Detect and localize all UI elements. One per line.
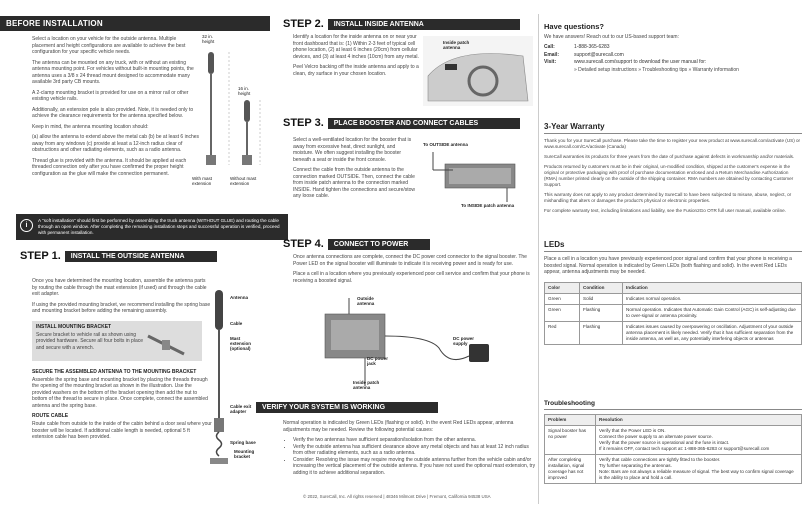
table-row [545,455,802,484]
step3-heading [283,117,520,129]
leds-cell: Solid [580,293,623,304]
step1-heading [20,250,217,262]
leds-cell: Indicates normal operation. [623,293,802,304]
step3-title: PLACE BOOSTER AND CONNECT CABLES [328,118,520,129]
step4-heading [283,238,430,250]
step4-title: CONNECT TO POWER [328,239,430,250]
step3-text [293,137,415,204]
label-outside-antenna: Outside antenna [357,296,375,306]
step2-number: STEP 2. [283,18,324,30]
warranty-p3: Products returned by customers must be in their original, un-modified condition, shipped at the customer's expense in the original or protective packaging with proof of purchase documentation enclosed and a Return Merchandise Authorization (RMA) number printed clearly on the outside of the shipping container. RMA numbers are obtained by contacting Customer Support. [544,164,794,187]
step3-p1: Select a well-ventilated location for the booster that is away from excessive heat, direct sunlight, and moisture. We often suggest installing the booster beneath a seat or inside the front console. [293,137,412,163]
step3-number: STEP 3. [283,117,324,129]
route-cable-text: Route cable from outside to the inside of the cabin behind a door seal where your booster will be located. If additional cable length is needed, optional 5 ft extension cable has been provided. [32,421,212,440]
label-mounting-bracket: Mounting bracket [234,449,255,459]
before-p5: Keep in mind, the antenna mounting location should: [32,123,149,130]
questions-title: Have questions? [544,22,605,31]
before-installation-text [32,36,200,181]
route-cable-title: ROUTE CABLE [32,413,69,419]
trouble-table-header [545,415,802,426]
antenna-height-illustration [196,50,266,175]
table-row [545,293,802,304]
step1-number: STEP 1. [20,250,61,262]
contact-visit [544,59,802,67]
column-left [0,0,280,513]
contact-email [544,52,802,60]
step1-title: INSTALL THE OUTSIDE ANTENNA [65,251,217,262]
footer-text: © 2022, SureCall, Inc. All rights reserved | 48346 Milmont Drive | Fremont, California 94538 USA [303,494,491,499]
trouble-cell: Verify that the Power LED is ON. Connect the power supply to an alternate power source. Verify that the power source is operational and the fuse is intact. If it remains OFF, contact tech support at: 1-888-365-6283 or support@surecall.com [596,426,802,455]
info-icon: i [20,219,33,232]
label-to-outside-antenna: To OUTSIDE antenna [423,142,468,147]
trouble-cell: Signal booster has no power [545,426,596,455]
column-divider [538,14,539,504]
before-p4: Additionally, an extension pole is also provided. Note, it is needed only to achieve the clearance requirements for the antenna specified below. [32,106,194,119]
step1-text [32,278,212,445]
bracket-icon [146,332,186,358]
troubleshooting-table [544,414,802,484]
leds-section [544,240,802,345]
warranty-p4: This warranty does not apply to any product determined by SureCall to have been subjected to misuse, abuse, neglect, or mishandling that alters or damages the product's physical or electronic properties. [544,192,792,203]
step1-p1: Once you have determined the mounting location, assemble the antenna parts by routing the cable through the mast extension (if used) and through the cable exit adapter. [32,278,207,297]
leds-th-indication: Indication [623,282,802,293]
table-row [545,321,802,344]
table-row [545,304,802,321]
power-connection-illustration [319,296,519,391]
leds-p1: Place a cell in a location you have previously experienced poor signal and confirm that your phone is receiving a boosted signal. Normal operation is indicated by Green LEDs (both flashing and solid). In the event Red LEDs appear, antenna adjustments may be needed. [544,256,792,275]
verify-bullet-1: • Verify the two antennas have sufficient separation/isolation from the other antenna. [293,437,538,444]
questions-sub: We have answers! Reach out to our US-based support team: [544,34,679,40]
leds-cell: Indicates issues caused by overpowering or oscillation. Adjustment of your outside antenna placement is likely needed. Verify that it has sufficient separation from the inside antenna, as well as, any potentially interfering objects or antennas [623,321,802,344]
warranty-section [544,122,802,218]
verify-p1: Normal operation is indicated by Green LEDs (flashing or solid). In the event Red LEDs appear, antenna adjustments may be needed. Review the following potential causes: [283,420,514,433]
questions-section [544,22,802,73]
soft-install-note [16,214,288,240]
email-value[interactable]: support@surecall.com [574,51,624,58]
step1-p2: If using the provided mounting bracket, we recommend installing the spring base and mounting bracket before adding the remaining assembly. [32,301,211,314]
before-installation-header: BEFORE INSTALLATION [0,16,270,31]
before-p7: Thread glue is provided with the antenna. It should be applied at each threaded connection only after you have confirmed the proper height configuration as the glue will make the connection permanent. [32,157,187,177]
call-key: Call: [544,44,555,50]
step2-p1: Identify a location for the inside antenna on or near your front dashboard that is: (1) Within 2-3 feet of typical cell phone location, (2) at least 6 inches (20cm) from cellular devices, and (3) at least 4 inches (10cm) from any metal. [293,34,419,60]
trouble-th-problem: Problem [545,415,596,426]
manual-links[interactable]: » Detailed setup instructions » Troubleshooting tips » Warranty information [574,66,739,73]
trouble-th-resolution: Resolution [596,415,802,426]
booster-cables-illustration [423,150,533,205]
label-cable-exit-adapter: Cable exit adapter [230,404,252,414]
warranty-p1: Thank you for your SureCall purchase. Please take the time to register your new product at www.surecall.com/activate (US) or www.surecall.com/CA/activate (Canada) [544,138,801,149]
label-cable: Cable [230,321,243,326]
label-to-inside-antenna: To INSIDE patch antenna [461,203,515,208]
leds-cell: Red [545,321,580,344]
label-inside-patch: Inside patch antenna [353,380,380,390]
step2-text [293,34,421,81]
column-middle [262,0,538,513]
verify-text [283,420,538,476]
label-mast-extension: Mast extension (optional) [230,336,252,351]
label-antenna: Antenna [230,295,248,300]
leds-cell: Normal operation. Indicates that Automatic Gain Control (AGC) is self-adjusting due to over-signal or antenna proximity. [623,304,802,321]
warranty-p2: SureCall warranties its products for three years from the date of purchase against defects in workmanship and/or materials. [544,154,795,159]
leds-cell: Flashing [580,321,623,344]
label-16in: 16 in. height [238,86,251,96]
table-row [545,426,802,455]
troubleshooting-title: Troubleshooting [544,400,802,410]
label-spring-base: Spring base [230,440,256,445]
warranty-p5: For complete warranty text, including limitations and liability, see the Fusion2Go OTR full user manual, available online. [544,208,786,213]
trouble-cell: Verify that cable connections are tightly fitted to the booster. Try further separating the antennas. Note: Bars are not always a reliable measure of signal. The best way to confirm signal coverage is the ability to place and hold a call. [596,455,802,484]
visit-key: Visit: [544,59,557,65]
step4-p1: Once antenna connections are complete, connect the DC power cord connector to the signal booster. The Power LED on the signal booster will illuminate to indicate it is receiving power and is ready for use. [293,254,527,267]
leds-cell: Flashing [580,304,623,321]
warranty-title: 3-Year Warranty [544,122,802,134]
leds-cell: Green [545,293,580,304]
column-right [544,0,804,513]
visit-value[interactable]: www.surecall.com/support to download the user manual for: [574,59,707,65]
mounting-bracket-text: Secure bracket to vehicle rail as shown using provided hardware. Secure all four bolts in place and secure with a wrench. [36,331,144,351]
label-dc-power-supply: DC power supply [453,336,475,346]
leds-table [544,282,802,345]
before-p1: Select a location on your vehicle for the outside antenna. Multiple placement and height configurations are available to achieve the best configuration for your specific vehicle needs. [32,36,186,55]
label-32in: 32 in. height [202,34,215,44]
verify-bullet-2: • Verify the outside antenna has sufficient clearance above any metal objects and has at least 12 inch radius from other radiating elements, such as a radio antenna. [293,444,538,457]
secure-antenna-text: Assemble the spring base and mounting bracket by placing the threads through the opening of the mounting bracket as shown in the illustration. Use the provided washers on the bottom of the bracket opening then add the nut to bottom of the thread to secure in place. Once complete, connect the assembled antenna and the spring base. [32,376,208,409]
leds-th-condition: Condition [580,282,623,293]
leds-table-header [545,282,802,293]
step4-number: STEP 4. [283,238,324,250]
label-dc-power-jack: DC power jack [367,356,389,366]
contact-call [544,44,802,52]
soft-install-note-text: A "soft installation" should first be performed by assembling the truck antenna (WITHOUT GLUE) and routing the cable through an open window. After completing the remaining installation steps and successful operation is verified, proceed with permanent installation. [38,218,280,235]
mounting-bracket-box [32,321,202,361]
verify-title: VERIFY YOUR SYSTEM IS WORKING [256,402,438,413]
leds-cell: Green [545,304,580,321]
step4-p2: Place a cell in a location where you previously experienced poor cell service and confirm that your phone is receiving a boosted signal. [293,271,530,284]
label-inside-patch-antenna: Inside patch antenna [443,40,470,50]
verify-bullet-3: • Consider: Resolving the issue may require moving the outside antenna further from the vehicle cabin and/or increasing the vertical placement of the outside antenna. If you have not used the optional mast extension, try adding it to achieve additional separation. [293,457,538,477]
step2-heading [283,18,520,30]
leds-title: LEDs [544,240,802,252]
secure-antenna-title: SECURE THE ASSEMBLED ANTENNA TO THE MOUNTING BRACKET [32,368,197,375]
call-value[interactable]: 1-888-365-6283 [574,44,610,50]
step2-p2: Peel Velcro backing off the inside antenna and apply to a clean, dry surface in your chosen location. [293,64,419,77]
label-with-mast: With mast extension [192,176,213,186]
verify-list [283,437,538,476]
antenna-assembly-illustration [208,288,230,488]
trouble-cell: After completing installation, signal coverage has not improved [545,455,596,484]
before-p3: A 2-clamp mounting bracket is provided for use on a mirror rail or other existing vehicle rails. [32,89,189,102]
troubleshooting-section [544,400,802,484]
mounting-bracket-title: INSTALL MOUNTING BRACKET [36,323,112,330]
before-p6: (a) allow the antenna to extend above the metal cab (b) be at least 6 inches away from any windows (c) provide at least a 12-inch radius clear of obstructions and other radiating elements, such as a radio antenna. [32,134,200,153]
leds-th-color: Color [545,282,580,293]
step3-p2: Connect the cable from the outside antenna to the connection marked OUTSIDE. Then, connect the cable from inside patch antenna to the connection marked INSIDE. Hand tighten the connections and secure/stow any loose cable. [293,167,416,199]
step2-title: INSTALL INSIDE ANTENNA [328,19,520,30]
step4-text [293,254,538,288]
label-without-mast: Without mast extension [230,176,257,186]
email-key: Email: [544,51,560,58]
before-p2: The antenna can be mounted on any truck, with or without an existing antenna mounting point. For vehicles without built-in mounting points, the antenna uses a 3/8 x 24 thread mount designed to accommodate many available 3rd party CB mounts. [32,59,194,85]
